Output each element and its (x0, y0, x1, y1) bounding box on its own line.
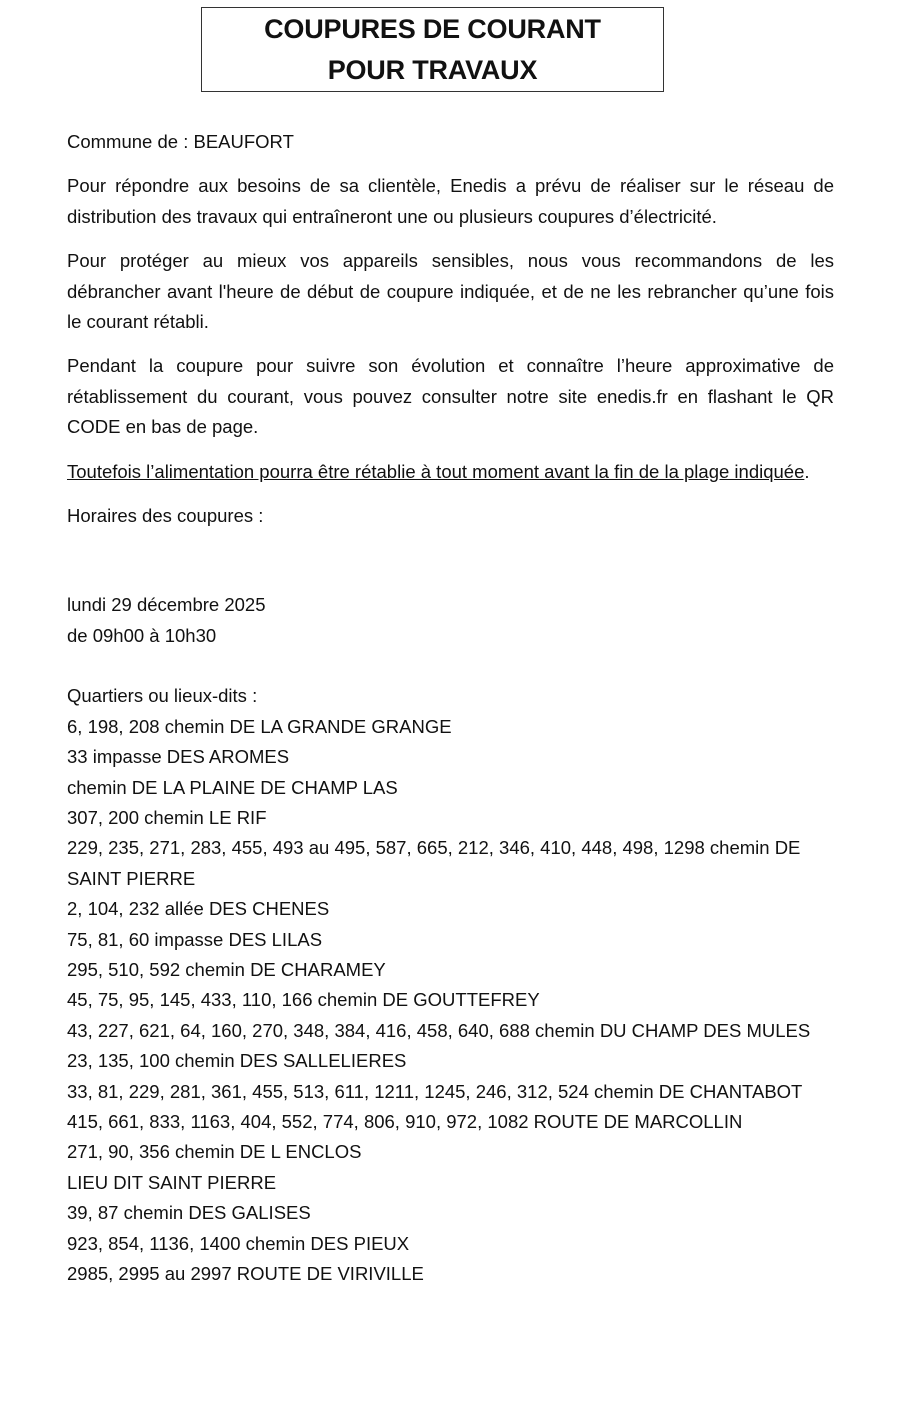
tracking-paragraph: Pendant la coupure pour suivre son évolution et connaître l’heure approximative de rétablissement du courant, vous pouvez consulter notre site enedis.fr en flashant le QR CODE en bas de page. (67, 355, 834, 438)
title-box (201, 7, 664, 92)
outage-date: lundi 29 décembre 2025 (67, 594, 266, 616)
schedule-heading: Horaires des coupures : (67, 505, 264, 527)
location-item: 923, 854, 1136, 1400 chemin DES PIEUX (67, 1232, 410, 1254)
location-item: 307, 200 chemin LE RIF (67, 806, 267, 828)
location-item: 415, 661, 833, 1163, 404, 552, 774, 806, 910, 972, 1082 ROUTE DE MARCOLLIN (67, 1110, 743, 1132)
location-item: 45, 75, 95, 145, 433, 110, 166 chemin DE GOUTTEFREY (67, 989, 540, 1011)
title-line-1: COUPURES DE COURANT (264, 13, 601, 44)
location-item: 33 impasse DES AROMES (67, 746, 290, 768)
location-item: 295, 510, 592 chemin DE CHARAMEY (67, 958, 386, 980)
intro-paragraph: Pour répondre aux besoins de sa clientèle, Enedis a prévu de réaliser sur le réseau de distribution des travaux qui entraîneront une ou plusieurs coupures d’électricité. (67, 175, 834, 227)
spacer (67, 651, 834, 681)
location-item: 75, 81, 60 impasse DES LILAS (67, 928, 323, 950)
restoration-notice (67, 457, 834, 487)
locations-list (67, 712, 834, 1290)
location-item: 271, 90, 356 chemin DE L ENCLOS (67, 1141, 362, 1163)
restoration-notice-underlined: Toutefois l’alimentation pourra être rétablie à tout moment avant la fin de la plage indiquée (67, 460, 805, 482)
location-item: LIEU DIT SAINT PIERRE (67, 1171, 277, 1193)
locations-heading: Quartiers ou lieux-dits : (67, 685, 258, 707)
outage-time-range: de 09h00 à 10h30 (67, 624, 217, 646)
title-line-2: POUR TRAVAUX (327, 54, 538, 85)
commune-line: Commune de : BEAUFORT (67, 131, 294, 152)
location-item: 2, 104, 232 allée DES CHENES (67, 898, 330, 920)
location-item: 6, 198, 208 chemin DE LA GRANDE GRANGE (67, 715, 452, 737)
location-item: 23, 135, 100 chemin DES SALLELIERES (67, 1050, 407, 1072)
notice-body (67, 127, 834, 1289)
location-item: 33, 81, 229, 281, 361, 455, 513, 611, 1211, 1245, 246, 312, 524 chemin DE CHANTABOT (67, 1080, 803, 1102)
location-item: 39, 87 chemin DES GALISES (67, 1202, 311, 1224)
location-item: 43, 227, 621, 64, 160, 270, 348, 384, 416, 458, 640, 688 chemin DU CHAMP DES MULES (67, 1019, 811, 1041)
location-item: 2985, 2995 au 2997 ROUTE DE VIRIVILLE (67, 1263, 424, 1284)
spacer (67, 545, 834, 590)
location-item: chemin DE LA PLAINE DE CHAMP LAS (67, 776, 398, 798)
restoration-notice-period: . (804, 460, 810, 482)
location-item: 229, 235, 271, 283, 455, 493 au 495, 587, 665, 212, 346, 410, 448, 498, 1298 chemin DE SAINT PIERRE (67, 837, 801, 889)
protection-paragraph: Pour protéger au mieux vos appareils sensibles, nous vous recommandons de les débrancher avant l'heure de début de coupure indiquée, et de ne les rebrancher qu’une fois le courant rétabli. (67, 250, 834, 333)
